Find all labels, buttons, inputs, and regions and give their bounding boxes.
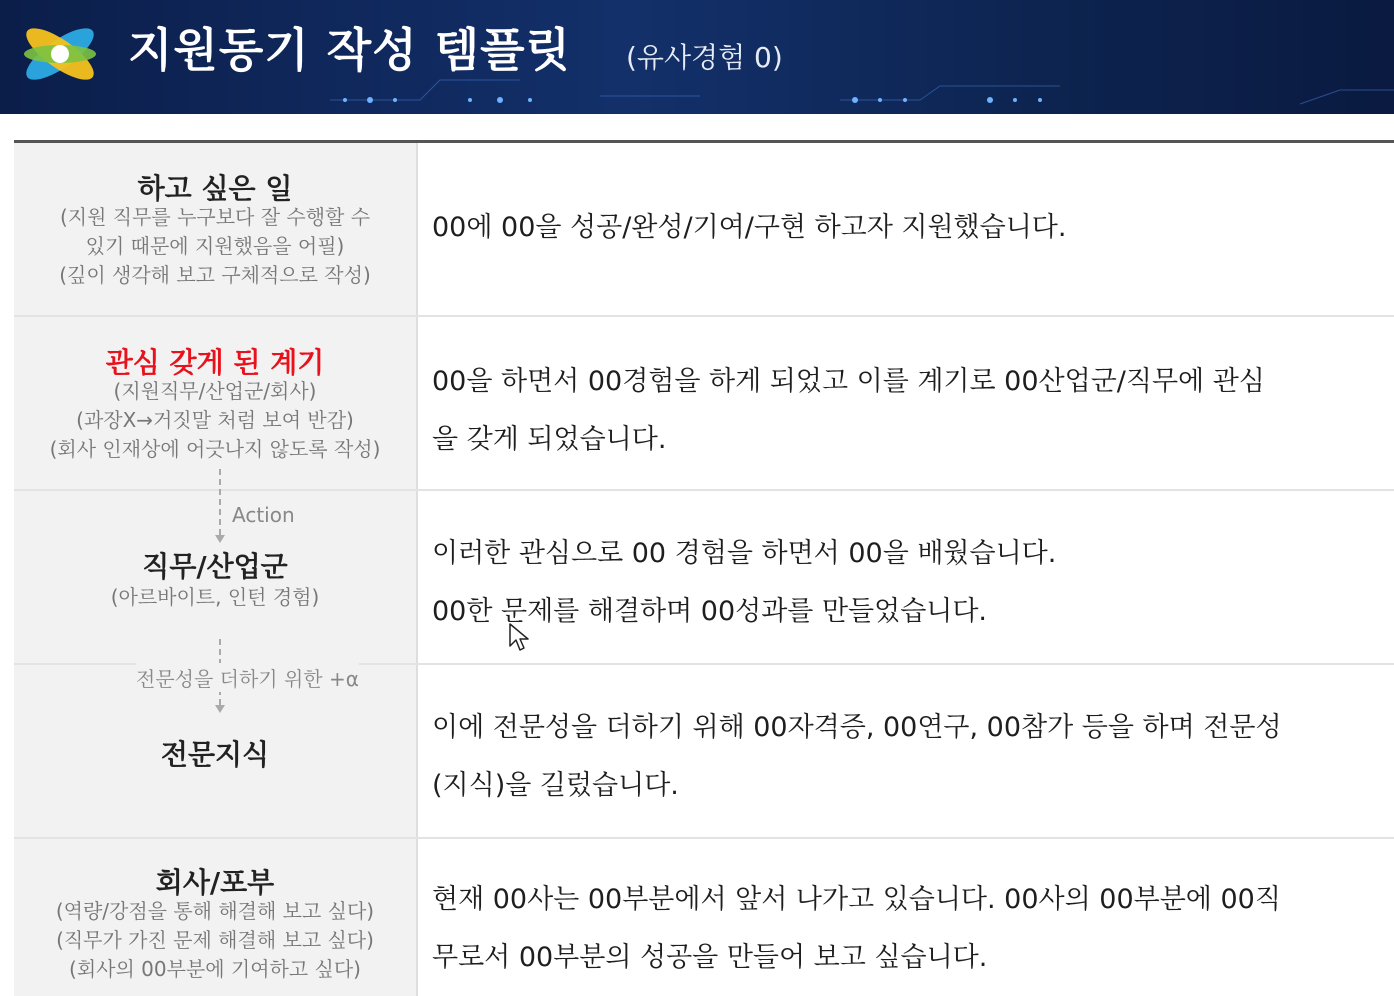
row-content: 이에 전문성을 더하기 위해 00자격증, 00연구, 00참가 등을 하며 전문성 <box>432 712 1282 743</box>
page-title: 지원동기 작성 템플릿 <box>128 23 571 77</box>
row-content: 무로서 00부분의 성공을 만들어 보고 싶습니다. <box>432 942 988 973</box>
row-content: 00한 문제를 해결하며 00성과를 만들었습니다. <box>432 596 988 627</box>
row-heading: 직무/산업군 <box>142 550 288 583</box>
row-content: 이러한 관심으로 00 경험을 하면서 00을 배웠습니다. <box>432 538 1057 569</box>
label-cell <box>14 491 418 663</box>
table-row-motivation <box>14 317 1394 491</box>
row-content: 00을 하면서 00경험을 하게 되었고 이를 계기로 00산업군/직무에 관심 <box>432 366 1265 397</box>
table-row-job-industry <box>14 491 1394 665</box>
row-heading: 하고 싶은 일 <box>137 172 293 205</box>
content-cell <box>418 317 1388 489</box>
row-note: 있기 때문에 지원했음을 어필) <box>85 234 345 258</box>
row-note: (지원 직무를 누구보다 잘 수행할 수 <box>59 205 371 229</box>
row-note: (지원직무/산업군/회사) <box>113 379 317 403</box>
content-cell <box>418 839 1388 996</box>
label-cell <box>14 143 418 315</box>
header-banner <box>0 0 1394 114</box>
label-cell <box>14 839 418 996</box>
table-row-company-ambition <box>14 839 1394 996</box>
row-note: (역량/강점을 통해 해결해 보고 싶다) <box>55 899 375 923</box>
expertise-arrow-icon <box>215 705 225 713</box>
row-note: (회사의 00부분에 기여하고 싶다) <box>69 957 361 981</box>
row-note: (직무가 가진 문제 해결해 보고 싶다) <box>56 928 374 952</box>
table-row-desired-work <box>14 143 1394 317</box>
mouse-cursor-icon <box>508 622 530 652</box>
content-cell <box>418 143 1388 315</box>
label-cell <box>14 317 418 489</box>
row-note: (회사 인재상에 어긋나지 않도록 작성) <box>49 437 381 461</box>
action-arrow-icon <box>215 535 225 543</box>
row-content: (지식)을 길렀습니다. <box>432 770 679 801</box>
action-label: Action <box>232 503 295 527</box>
action-connector-line <box>219 469 221 535</box>
content-cell <box>418 665 1388 837</box>
row-heading: 관심 갖게 된 계기 <box>105 346 325 379</box>
row-heading: 전문지식 <box>160 738 270 771</box>
expertise-label: 전문성을 더하기 위한 +α <box>136 663 359 692</box>
row-content: 현재 00사는 00부분에서 앞서 나가고 있습니다. 00사의 00부분에 00직 <box>432 884 1281 915</box>
content-cell <box>418 491 1388 663</box>
row-heading: 회사/포부 <box>155 866 275 899</box>
row-note: (아르바이트, 인턴 경험) <box>110 585 320 609</box>
row-content: 을 갖게 되었습니다. <box>432 424 667 455</box>
logo-icon <box>14 8 106 100</box>
row-note: (깊이 생각해 보고 구체적으로 작성) <box>59 263 371 287</box>
page-subtitle: (유사경험 0) <box>626 41 783 74</box>
row-content: 00에 00을 성공/완성/기여/구현 하고자 지원했습니다. <box>432 212 1067 243</box>
row-note: (과장X→거짓말 처럼 보여 반감) <box>76 408 354 432</box>
